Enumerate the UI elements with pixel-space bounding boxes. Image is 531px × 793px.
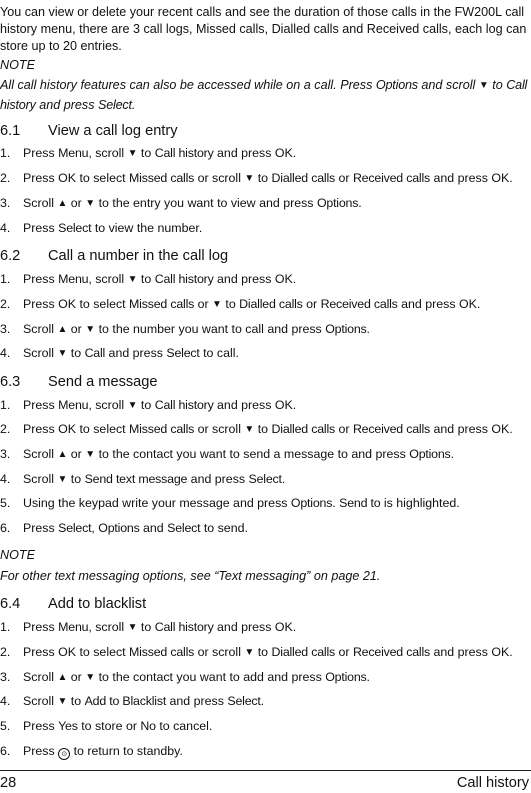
down-arrow-icon: ▼ <box>244 424 255 435</box>
note-text: For other text messaging options, see “Text messaging” on page 21. <box>0 569 381 583</box>
step-item: 2. Press OK to select Missed calls or scroll ▼ to Dialled calls or Received calls and press OK. <box>0 422 513 436</box>
down-arrow-icon: ▼ <box>85 198 96 209</box>
down-arrow-icon: ▼ <box>244 647 255 658</box>
end-call-key-icon: ⊙ <box>58 748 70 760</box>
step-item: 4. Scroll ▼ to Send text message and press Select. <box>0 472 286 486</box>
down-arrow-icon: ▼ <box>127 400 138 411</box>
down-arrow-icon: ▼ <box>478 80 489 91</box>
intro-paragraph: You can view or delete your recent calls and see the duration of those calls in the FW200L call history menu, there are 3 call logs, Missed calls, Dialled calls and Received calls, each log can store up to 20 entries. <box>0 5 527 53</box>
section-heading-6-4: 6.4 Add to blacklist <box>0 596 147 612</box>
step-item: 3. Scroll ▲ or ▼ to the number you want to call and press Options. <box>0 322 370 336</box>
step-item: 1. Press Menu, scroll ▼ to Call history and press OK. <box>0 272 297 286</box>
down-arrow-icon: ▼ <box>85 449 96 460</box>
step-item: 1. Press Menu, scroll ▼ to Call history and press OK. <box>0 398 297 412</box>
step-item: 2. Press OK to select Missed calls or scroll ▼ to Dialled calls or Received calls and press OK. <box>0 645 513 659</box>
step-item: 4. Scroll ▼ to Call and press Select to call. <box>0 346 239 360</box>
step-item: 5. Press Yes to store or No to cancel. <box>0 719 213 733</box>
up-arrow-icon: ▲ <box>57 672 68 683</box>
down-arrow-icon: ▼ <box>57 696 68 707</box>
section-heading-6-2: 6.2 Call a number in the call log <box>0 248 229 264</box>
step-item: 3. Scroll ▲ or ▼ to the contact you want to add and press Options. <box>0 670 370 684</box>
note-label: NOTE <box>0 548 35 562</box>
step-item: 2. Press OK to select Missed calls or ▼ to Dialled calls or Received calls and press OK. <box>0 297 481 311</box>
footer-divider <box>0 770 531 771</box>
section-heading-6-3: 6.3 Send a message <box>0 374 158 390</box>
page-number: 28 <box>0 775 17 791</box>
step-item: 5. Using the keypad write your message and press Options. Send to is highlighted. <box>0 496 460 510</box>
section-heading-6-1: 6.1 View a call log entry <box>0 123 178 139</box>
up-arrow-icon: ▲ <box>57 449 68 460</box>
chapter-title: Call history <box>456 775 529 791</box>
up-arrow-icon: ▲ <box>57 198 68 209</box>
step-item: 2. Press OK to select Missed calls or scroll ▼ to Dialled calls or Received calls and press OK. <box>0 171 513 185</box>
step-item: 1. Press Menu, scroll ▼ to Call history and press OK. <box>0 620 297 634</box>
down-arrow-icon: ▼ <box>127 274 138 285</box>
step-item: 3. Scroll ▲ or ▼ to the entry you want to view and press Options. <box>0 196 362 210</box>
note-label: NOTE <box>0 58 35 72</box>
down-arrow-icon: ▼ <box>244 173 255 184</box>
step-item: 4. Scroll ▼ to Add to Blacklist and press Select. <box>0 694 265 708</box>
step-item: 6. Press Select, Options and Select to send. <box>0 521 248 535</box>
down-arrow-icon: ▼ <box>57 348 68 359</box>
down-arrow-icon: ▼ <box>57 474 68 485</box>
step-item: 6. Press ⊙ to return to standby. <box>0 744 183 758</box>
note-text: All call history features can also be accessed while on a call. Press Options and scroll ▼ to Call history and press Select. <box>0 78 528 112</box>
down-arrow-icon: ▼ <box>85 672 96 683</box>
step-item: 4. Press Select to view the number. <box>0 221 203 235</box>
down-arrow-icon: ▼ <box>127 148 138 159</box>
down-arrow-icon: ▼ <box>85 324 96 335</box>
down-arrow-icon: ▼ <box>127 622 138 633</box>
down-arrow-icon: ▼ <box>212 299 222 310</box>
up-arrow-icon: ▲ <box>57 324 68 335</box>
step-item: 1. Press Menu, scroll ▼ to Call history and press OK. <box>0 146 297 160</box>
step-item: 3. Scroll ▲ or ▼ to the contact you want to send a message to and press Options. <box>0 447 455 461</box>
